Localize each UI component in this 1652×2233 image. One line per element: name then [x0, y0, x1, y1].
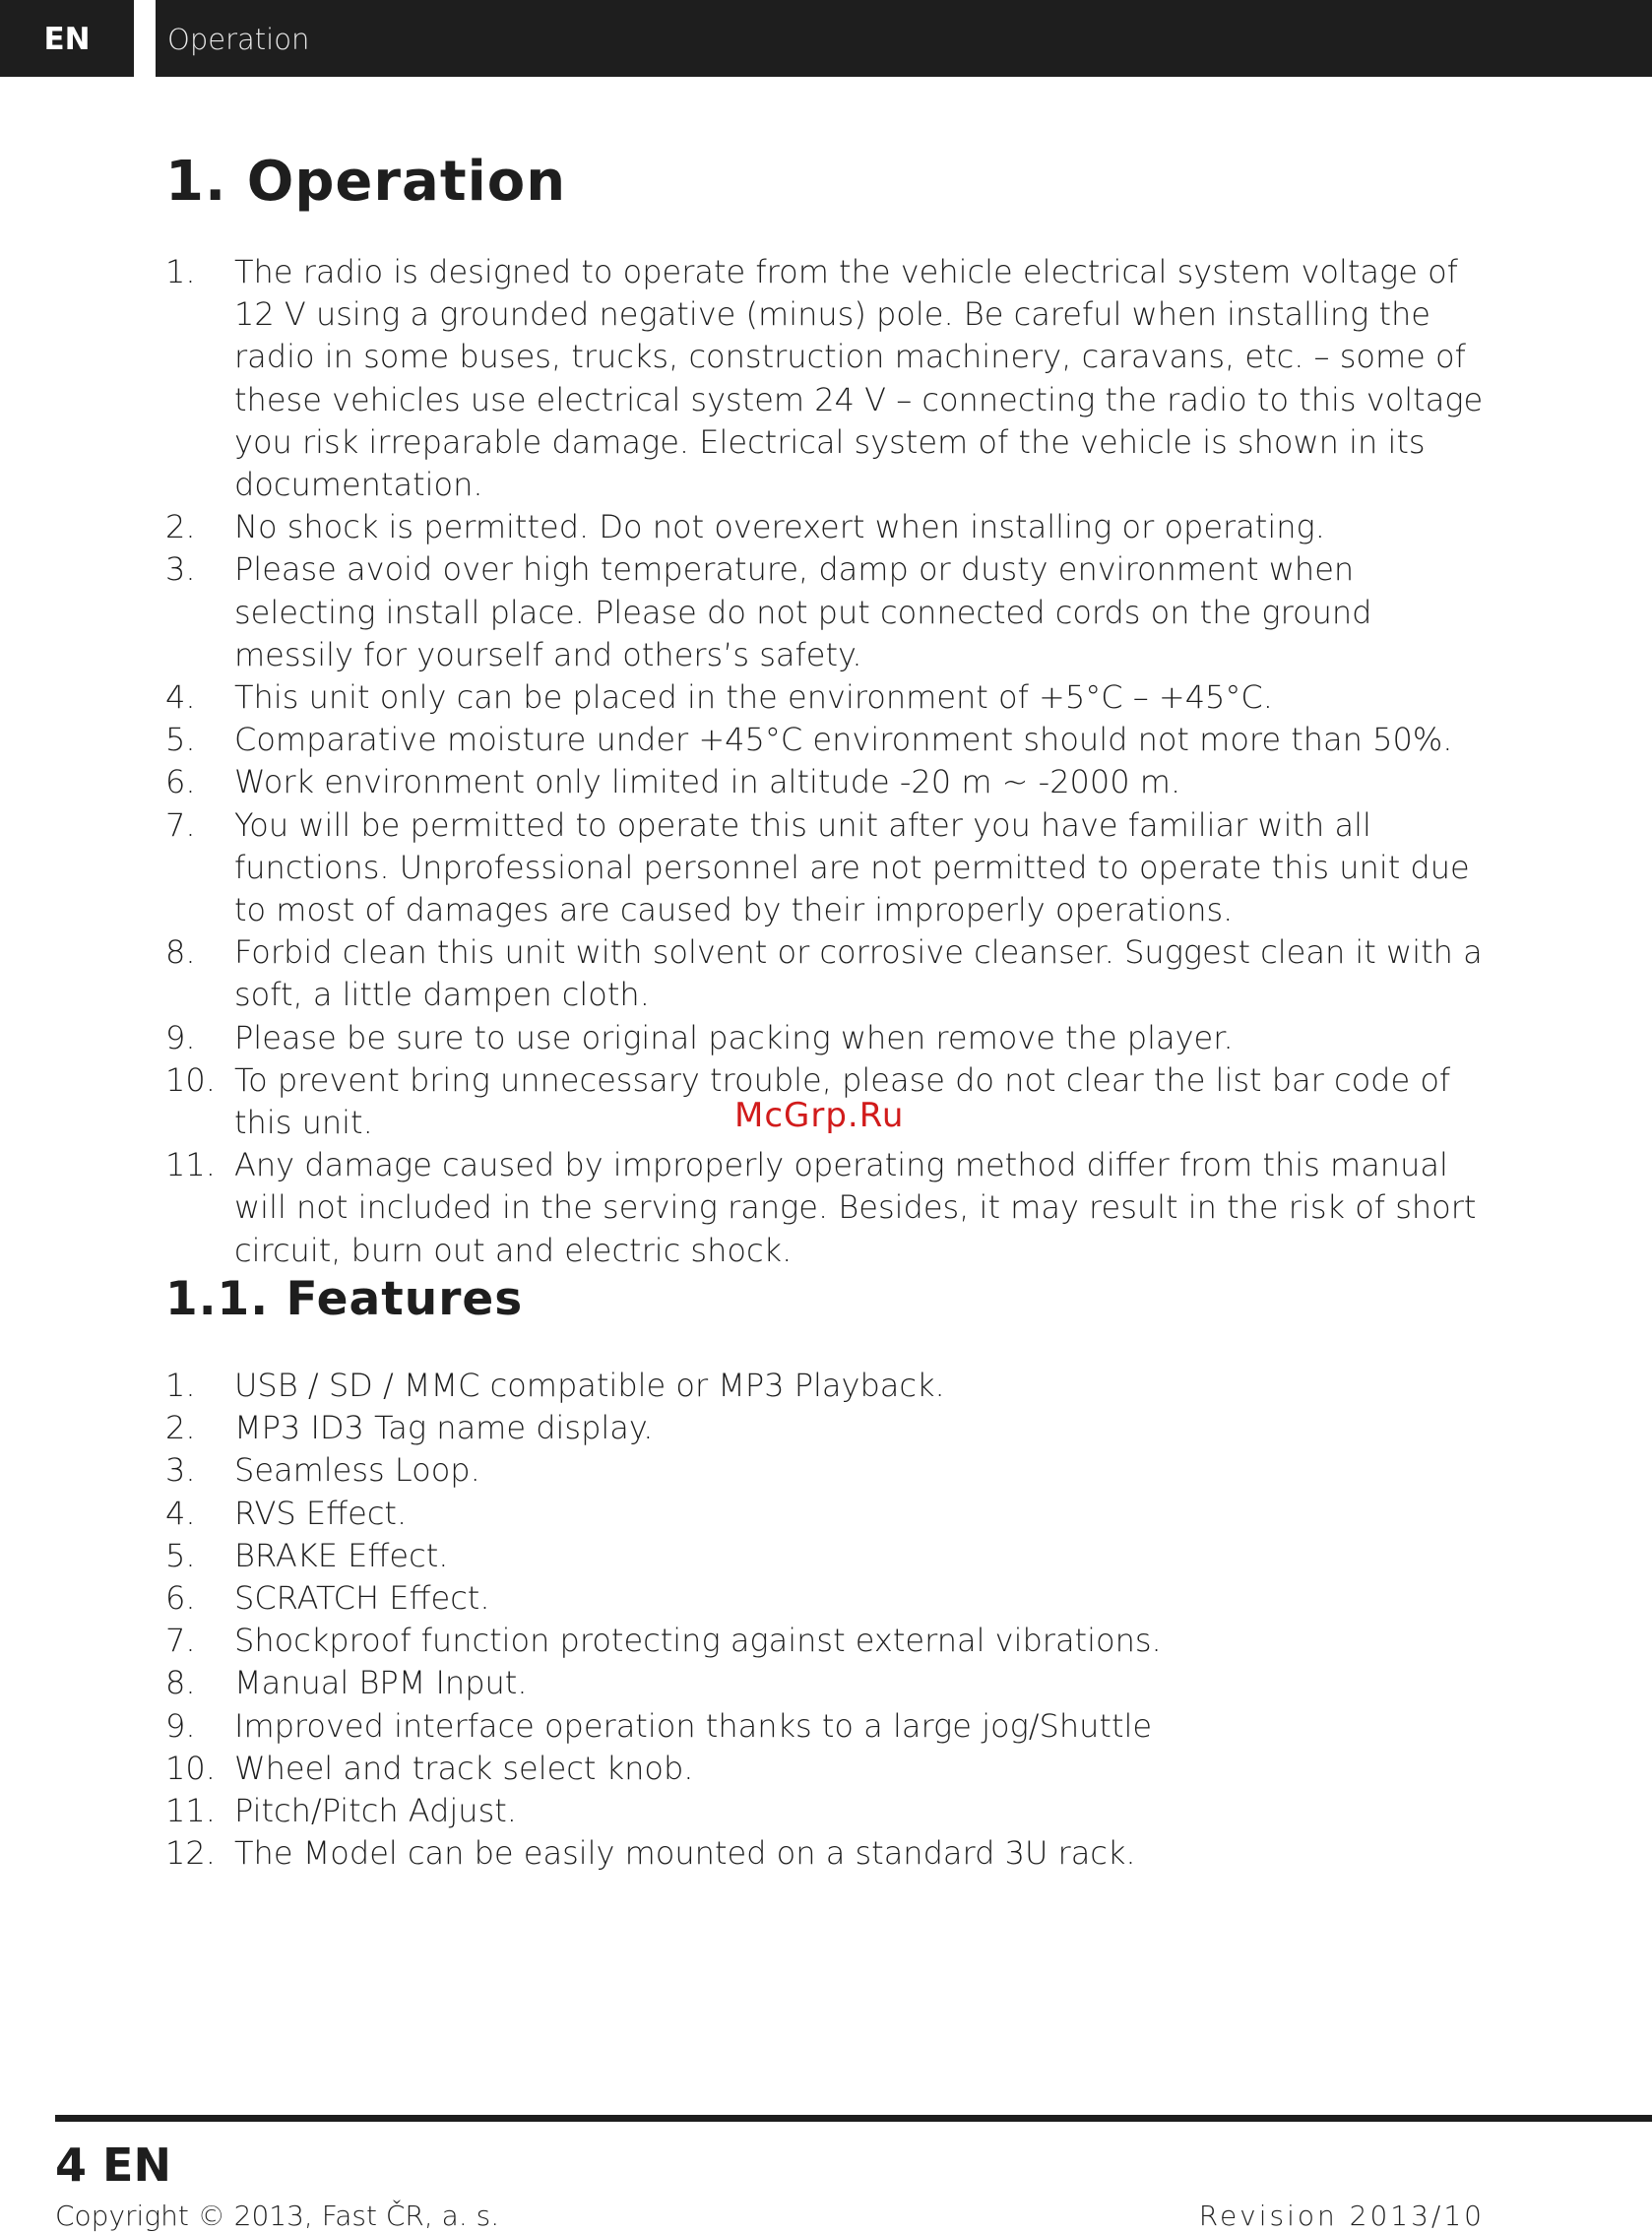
list-item — [165, 1407, 1485, 1449]
list-item-text: Wheel and track select knob. — [234, 1749, 694, 1787]
list-item-text: Shockproof function protecting against external vibrations. — [234, 1622, 1162, 1660]
list-item-number: 7. — [165, 805, 196, 844]
list-item — [165, 251, 1485, 506]
list-item-number: 5. — [165, 721, 196, 759]
list-item-text: Manual BPM Input. — [234, 1664, 528, 1702]
list-item-number: 5. — [165, 1536, 196, 1574]
list-item — [165, 719, 1485, 761]
list-item-number: 7. — [165, 1622, 196, 1660]
list-item — [165, 1449, 1485, 1492]
list-item — [165, 1662, 1485, 1704]
list-item — [165, 1748, 1485, 1790]
list-item-number: 3. — [165, 550, 196, 589]
list-item-text: MP3 ID3 Tag name display. — [234, 1409, 654, 1447]
list-item-text: Please be sure to use original packing when remove the player. — [234, 1018, 1234, 1056]
list-item — [165, 804, 1485, 932]
list-item-text: Comparative moisture under +45°C environment should not more than 50%. — [234, 721, 1453, 759]
list-item-number: 4. — [165, 1494, 196, 1532]
features-heading: 1.1. Features — [165, 1272, 524, 1326]
list-item — [165, 1493, 1485, 1535]
list-item-number: 1. — [165, 253, 196, 290]
list-item-text: Please avoid over high temperature, damp or dusty environment when selecting install place. Please do not put connected cords on the ground messily for yourself and others’s safety. — [234, 550, 1372, 673]
list-item-number: 2. — [165, 508, 196, 546]
list-item-text: Any damage caused by improperly operating method differ from this manual will not included in the serving range. Besides, it may result in the risk of short circuit, burn out and electric shock. — [234, 1146, 1477, 1269]
list-item-number: 1. — [165, 1367, 196, 1404]
list-item-number: 9. — [165, 1018, 196, 1056]
list-item — [165, 931, 1485, 1016]
list-item — [165, 1705, 1485, 1748]
list-item — [165, 1790, 1485, 1832]
list-item-text: To prevent bring unnecessary trouble, please do not clear the list bar code of this unit. — [234, 1060, 1451, 1142]
list-item-number: 8. — [165, 1664, 196, 1702]
list-item — [165, 1144, 1485, 1272]
list-item-text: BRAKE Effect. — [234, 1536, 449, 1574]
list-item-text: You will be permitted to operate this unit after you have familiar with all functions. Unprofessional personnel are not permitted to operate this unit due to most of damages are caused by their improperly operations. — [234, 805, 1470, 929]
list-item — [165, 1535, 1485, 1577]
list-item — [165, 506, 1485, 548]
section-title-bar: Operation — [156, 0, 1652, 77]
list-item-text: USB / SD / MMC compatible or MP3 Playback. — [234, 1367, 945, 1404]
list-item-text: The Model can be easily mounted on a standard 3U rack. — [234, 1834, 1136, 1873]
list-item-number: 6. — [165, 1579, 196, 1618]
list-item-number: 2. — [165, 1409, 196, 1447]
list-item-number: 11. — [165, 1792, 216, 1830]
list-item-text: Forbid clean this unit with solvent or corrosive cleanser. Suggest clean it with a soft, a little dampen cloth. — [234, 933, 1483, 1014]
list-item-text: Pitch/Pitch Adjust. — [234, 1792, 517, 1830]
list-item-number: 3. — [165, 1451, 196, 1490]
list-item-number: 9. — [165, 1706, 196, 1745]
copyright-text: Copyright © 2013, Fast ČR, a. s. — [55, 2200, 500, 2232]
list-item — [165, 1832, 1485, 1875]
list-item-text: No shock is permitted. Do not overexert when installing or operating. — [234, 508, 1325, 546]
list-item-number: 6. — [165, 763, 196, 801]
watermark: McGrp.Ru — [734, 1096, 905, 1135]
list-item — [165, 1577, 1485, 1620]
list-item-text: Seamless Loop. — [234, 1451, 480, 1490]
list-item-text: Work environment only limited in altitude -20 m ~ -2000 m. — [234, 763, 1181, 801]
list-item-text: The radio is designed to operate from the vehicle electrical system voltage of 12 V using a grounded negative (minus) pole. Be careful when installing the radio in some buses, trucks, construction machinery, caravans, etc. – some of these vehicles use electrical system 24 V – connecting the radio to this voltage you risk irreparable damage. Electrical system of the vehicle is shown in its documentation. — [234, 253, 1484, 504]
features-list — [165, 1365, 1485, 1875]
page-title: 1. Operation — [165, 150, 567, 214]
language-tab: EN — [0, 0, 134, 77]
list-item-number: 10. — [165, 1749, 216, 1787]
list-item — [165, 1017, 1485, 1059]
list-item-number: 10. — [165, 1060, 216, 1099]
list-item-number: 8. — [165, 933, 196, 972]
list-item-number: 12. — [165, 1834, 216, 1873]
list-item — [165, 676, 1485, 719]
list-item — [165, 1620, 1485, 1662]
list-item-number: 11. — [165, 1146, 216, 1184]
list-item — [165, 1365, 1485, 1407]
list-item — [165, 548, 1485, 676]
list-item-text: SCRATCH Effect. — [234, 1579, 490, 1618]
footer-divider — [55, 2115, 1652, 2122]
revision-text: Revision 2013/10 — [1198, 2200, 1485, 2232]
page-number: 4 EN — [55, 2138, 171, 2192]
list-item-number: 4. — [165, 678, 196, 717]
list-item-text: RVS Effect. — [234, 1494, 408, 1532]
list-item-text: This unit only can be placed in the environment of +5°C – +45°C. — [234, 678, 1273, 717]
list-item-text: Improved interface operation thanks to a large jog/Shuttle — [234, 1706, 1153, 1745]
list-item — [165, 761, 1485, 803]
